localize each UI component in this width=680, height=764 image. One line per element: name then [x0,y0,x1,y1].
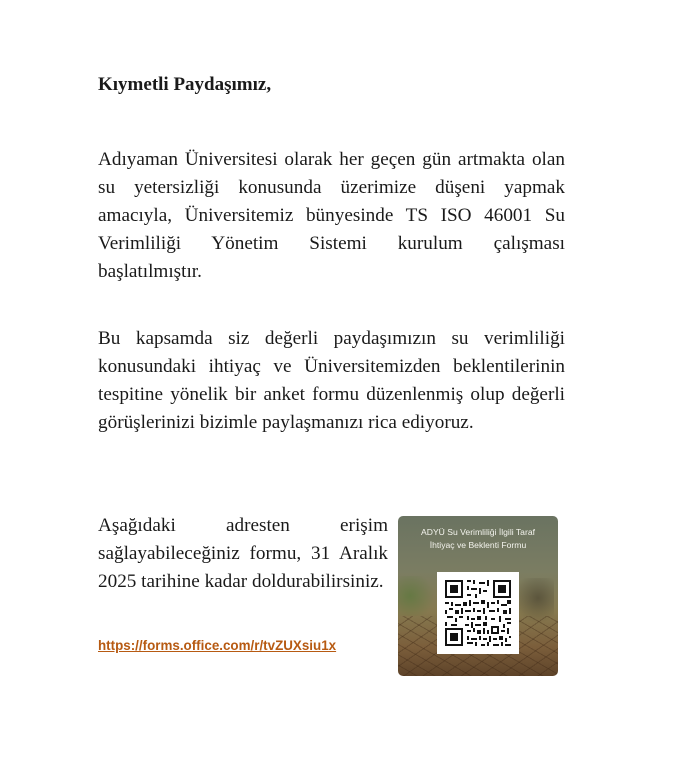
paragraph-request: Bu kapsamda siz değerli paydaşımızın su verimliliği konusundaki ihtiyaç ve Üniversitemizden beklentilerinin tespitine yönelik bir anket formu düzenlenmiş olup değerli görüşlerinizi bizimle paylaşmanızı rica ediyoruz. [98,328,565,433]
qr-code-icon[interactable] [437,572,519,654]
qr-title-line-2: İhtiyaç ve Beklenti Formu [429,540,527,550]
paragraph-access: Aşağıdaki adresten erişim sağlayabileceğiniz formu, 31 Aralık 2025 tarihine kadar doldurabilirsiniz. [98,515,388,592]
form-link[interactable]: https://forms.office.com/r/tvZUXsiu1x [98,638,337,653]
qr-card-title [398,526,558,552]
background-grass [398,576,438,616]
paragraph-intro: Adıyaman Üniversitesi olarak her geçen gün artmakta olan su yetersizliği konusunda üzerimize düşeni yapmak amacıyla, Üniversitemiz bünyesinde TS ISO 46001 Su Verimliliği Yönetim Sistemi kurulum çalışması başlatılmıştır. [98,149,565,282]
qr-card [398,516,558,676]
qr-title-line-1: ADYÜ Su Verimliliği İlgili Taraf [421,527,535,537]
greeting-heading: Kıymetli Paydaşımız, [98,74,272,95]
